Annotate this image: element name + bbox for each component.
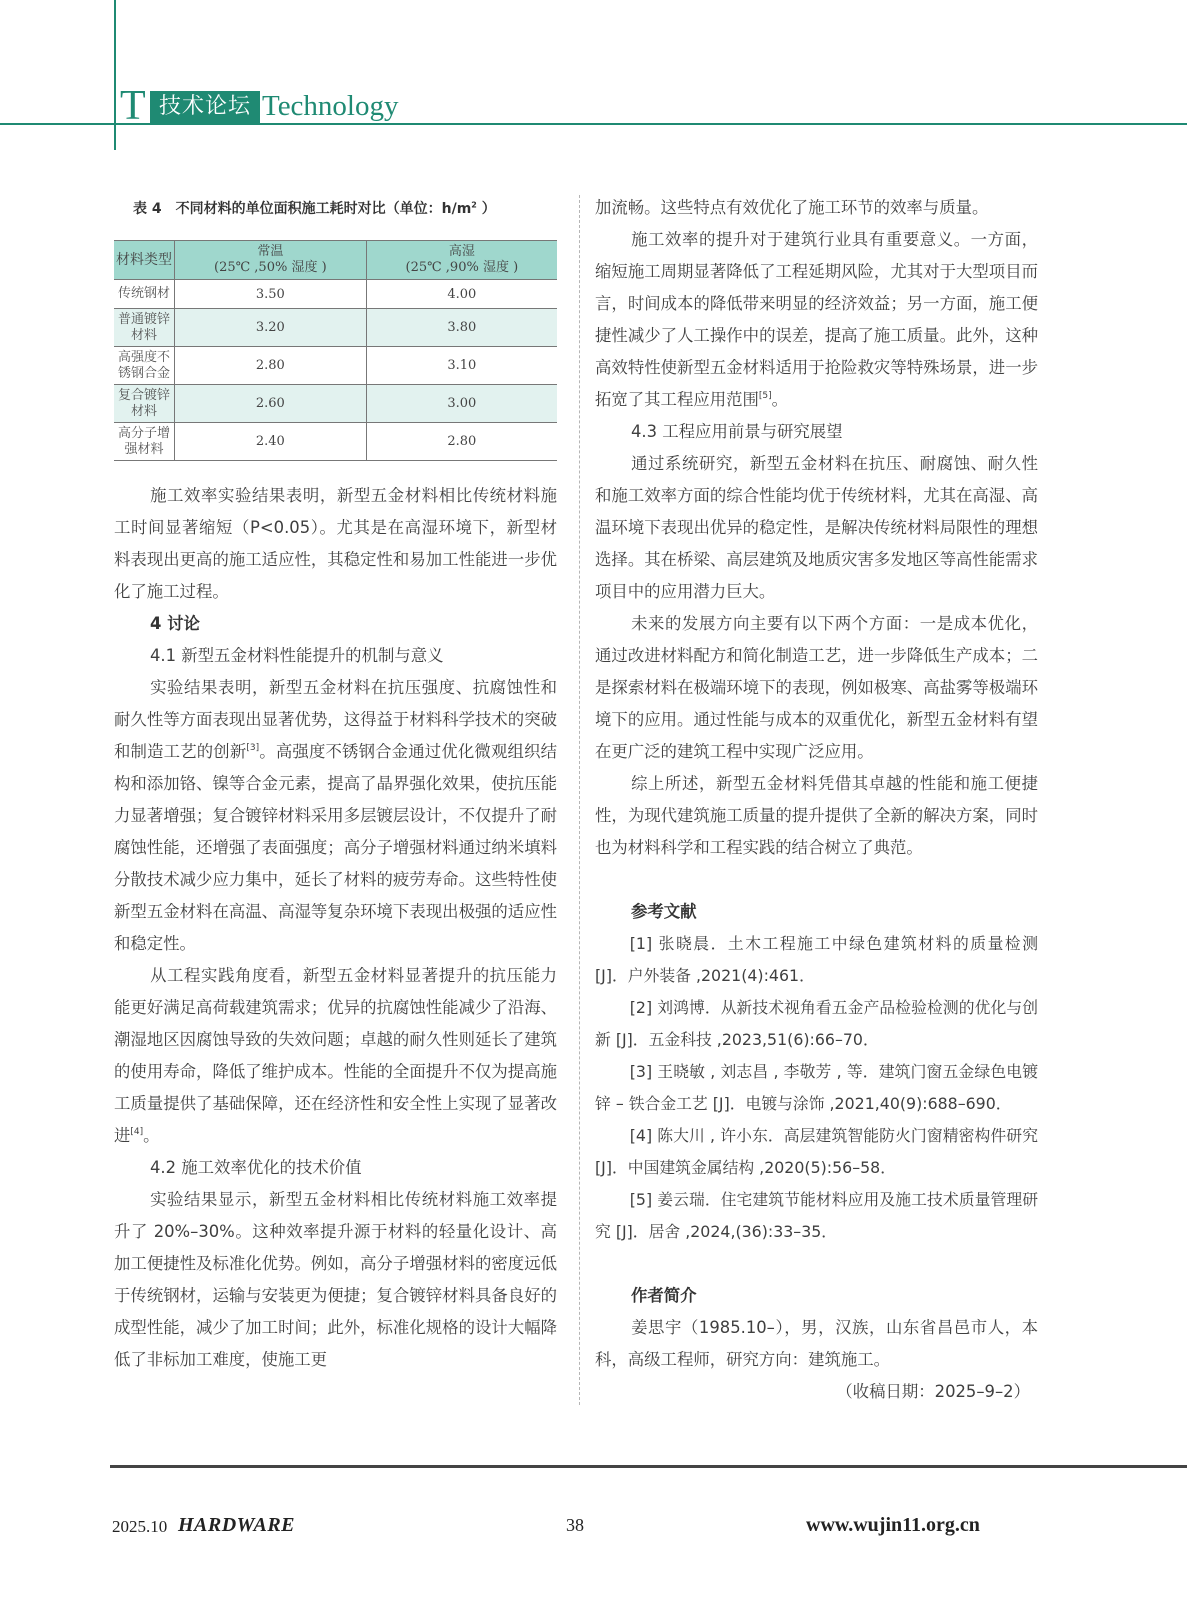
reference-item: [5] 姜云瑞．住宅建筑节能材料应用及施工技术质量管理研究 [J]．居舍 ,2024,(36):33–35． [595,1190,1038,1241]
section-logo-letter: T [120,83,146,129]
table-construction-time [114,240,557,461]
header-horizontal-rule [0,123,1187,125]
heading-4-1: 4.1 新型五金材料性能提升的机制与意义 [150,646,444,665]
table-row [114,385,557,423]
footer-url[interactable]: www.wujin11.org.cn [806,1514,980,1536]
table-row [114,423,557,461]
reference-item: [2] 刘鸿博．从新技术视角看五金产品检验检测的优化与创新 [J]．五金科技 ,2023,51(6):66–70． [595,998,1038,1049]
section-badge-cn: 技术论坛 [150,91,260,123]
cell-material: 高强度不 锈钢合金 [114,347,175,385]
right-column [595,192,1038,1408]
col-header-material: 材料类型 [114,241,175,280]
cell-material: 普通镀锌 材料 [114,309,175,347]
cell-humid: 3.10 [366,347,557,385]
page-number: 38 [566,1515,584,1535]
cell-material: 复合镀锌 材料 [114,385,175,423]
citation: [3] [246,743,260,753]
left-column [114,480,557,1376]
cell-normal: 3.50 [175,280,367,309]
footer-magazine: HARDWARE [178,1514,295,1536]
cell-material: 高分子增 强材料 [114,423,175,461]
cell-normal: 2.80 [175,347,367,385]
heading-section-4: 4 讨论 [150,614,200,633]
cell-normal: 2.40 [175,423,367,461]
reference-item: [3] 王晓敏 , 刘志昌 , 李敬芳 , 等．建筑门窗五金绿色电镀锌 – 铁合金工艺 [J]．电镀与涂饰 ,2021,40(9):688–690． [595,1062,1038,1113]
paragraph: 施工效率实验结果表明，新型五金材料相比传统材料施工时间显著缩短（P<0.05）。尤其是在高湿环境下，新型材料表现出更高的施工适应性，其稳定性和易加工性能进一步优化了施工过程。 [114,486,557,601]
cell-normal: 2.60 [175,385,367,423]
references-list [595,928,1038,1248]
paragraph: 通过系统研究，新型五金材料在抗压、耐腐蚀、耐久性和施工效率方面的综合性能均优于传统材料，尤其在高湿、高温环境下表现出优异的稳定性，是解决传统材料局限性的理想选择。其在桥梁、高层建筑及地质灾害多发地区等高性能需求项目中的应用潜力巨大。 [595,454,1038,601]
column-divider [579,195,580,1405]
citation: [4] [130,1127,144,1137]
author-heading: 作者简介 [631,1286,697,1305]
paragraph: 施工效率的提升对于建筑行业具有重要意义。一方面，缩短施工周期显著降低了工程延期风险，尤其对于大型项目而言，时间成本的降低带来明显的经济效益；另一方面，施工便捷性减少了人工操作中的误差，提高了施工质量。此外，这种高效特性使新型五金材料适用于抢险救灾等特殊场景，进一步拓宽了其工程应用范围[5]。 [595,230,1038,409]
cell-material: 传统钢材 [114,280,175,309]
cell-humid: 3.00 [366,385,557,423]
heading-4-3: 4.3 工程应用前景与研究展望 [631,422,843,441]
footer-rule [110,1465,1187,1468]
author-bio: 姜思宇（1985.10–），男，汉族，山东省昌邑市人，本科，高级工程师，研究方向：建筑施工。 [595,1318,1038,1369]
col-header-humid: 高湿 (25℃ ,90% 湿度 ) [366,241,557,280]
reference-item: [4] 陈大川 , 许小东．高层建筑智能防火门窗精密构件研究 [J]．中国建筑金属结构 ,2020(5):56–58． [595,1126,1038,1177]
table-row [114,347,557,385]
table-header-row [114,241,557,280]
received-date: （收稿日期：2025–9–2） [836,1382,1030,1401]
paragraph: 加流畅。这些特点有效优化了施工环节的效率与质量。 [595,198,989,217]
paragraph: 从工程实践角度看，新型五金材料显著提升的抗压能力能更好满足高荷载建筑需求；优异的抗腐蚀性能减少了沿海、潮湿地区因腐蚀导致的失效问题；卓越的耐久性则延长了建筑的使用寿命，降低了维护成本。性能的全面提升不仅为提高施工质量提供了基础保障，还在经济性和安全性上实现了显著改进[4]。 [114,966,557,1145]
header-vertical-rule [114,0,116,150]
table-row [114,309,557,347]
section-title-en: Technology [262,90,399,122]
paragraph: 实验结果显示，新型五金材料相比传统材料施工效率提升了 20%–30%。这种效率提升源于材料的轻量化设计、高加工便捷性及标准化优势。例如，高分子增强材料的密度远低于传统钢材，运输与安装更为便捷；复合镀锌材料具备良好的成型性能，减少了加工时间；此外，标准化规格的设计大幅降低了非标加工难度，使施工更 [114,1190,557,1369]
paragraph: 综上所述，新型五金材料凭借其卓越的性能和施工便捷性，为现代建筑施工质量的提升提供了全新的解决方案，同时也为材料科学和工程实践的结合树立了典范。 [595,774,1038,857]
cell-humid: 3.80 [366,309,557,347]
cell-humid: 2.80 [366,423,557,461]
heading-4-2: 4.2 施工效率优化的技术价值 [150,1158,362,1177]
paragraph: 实验结果表明，新型五金材料在抗压强度、抗腐蚀性和耐久性等方面表现出显著优势，这得益于材料科学技术的突破和制造工艺的创新[3]。高强度不锈钢合金通过优化微观组织结构和添加铬、镍等合金元素，提高了晶界强化效果，使抗压能力显著增强；复合镀锌材料采用多层镀层设计，不仅提升了耐腐蚀性能，还增强了表面强度；高分子增强材料通过纳米填料分散技术减少应力集中，延长了材料的疲劳寿命。这些特性使新型五金材料在高温、高湿等复杂环境下表现出极强的适应性和稳定性。 [114,678,558,953]
table-row [114,280,557,309]
paragraph: 未来的发展方向主要有以下两个方面：一是成本优化，通过改进材料配方和简化制造工艺，进一步降低生产成本；二是探索材料在极端环境下的表现，例如极寒、高盐雾等极端环境下的应用。通过性能与成本的双重优化，新型五金材料有望在更广泛的建筑工程中实现广泛应用。 [595,614,1038,761]
footer-issue: 2025.10 [112,1517,168,1536]
col-header-normal: 常温 (25℃ ,50% 湿度 ) [175,241,367,280]
references-heading: 参考文献 [631,902,697,921]
citation: [5] [758,391,772,401]
cell-normal: 3.20 [175,309,367,347]
table-caption: 表 4 不同材料的单位面积施工耗时对比（单位：$h/m^2$ ） [133,200,496,217]
reference-item: [1] 张晓晨．土木工程施工中绿色建筑材料的质量检测 [J]．户外装备 ,2021(4):461． [595,934,1038,985]
cell-humid: 4.00 [366,280,557,309]
